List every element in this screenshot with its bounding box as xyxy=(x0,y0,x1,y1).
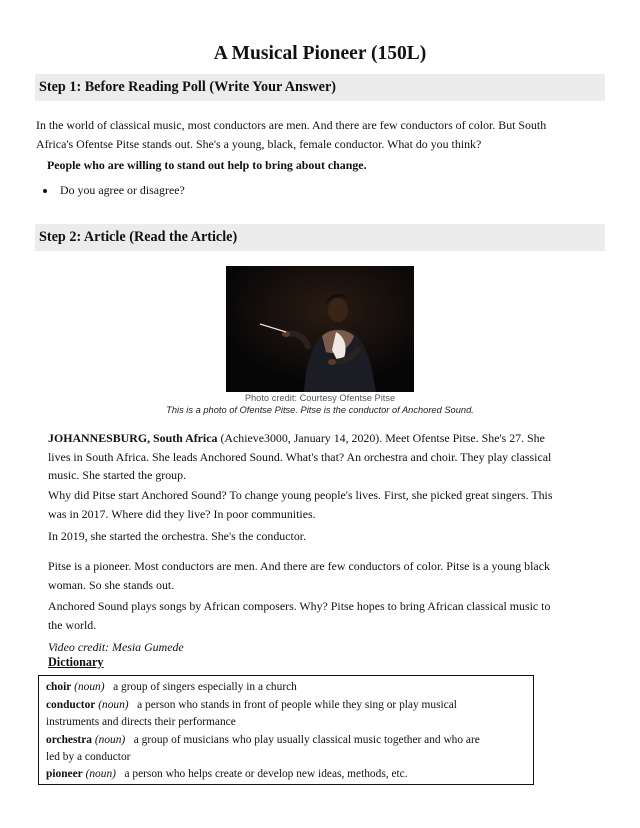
dictionary-entry-orchestra xyxy=(46,732,526,766)
p4-line1: Pitse is a pioneer. Most conductors are men. And there are few conductors of color. Pitse is a young black xyxy=(48,559,550,573)
entry-pos: (noun) xyxy=(74,681,105,693)
entry-word: orchestra xyxy=(46,734,92,746)
bullet-icon xyxy=(43,189,47,193)
p1-line1-rest: (Achieve3000, January 14, 2020). Meet Ofentse Pitse. She's 27. She xyxy=(217,431,545,445)
dictionary-heading: Dictionary xyxy=(48,655,104,669)
step1-heading: Step 1: Before Reading Poll (Write Your Answer) xyxy=(35,74,605,101)
entry-word: choir xyxy=(46,681,72,693)
entry-definition: a group of musicians who play usually classical music together and who are xyxy=(133,734,480,746)
page-title: A Musical Pioneer (150L) xyxy=(213,43,427,64)
dictionary-entry-conductor xyxy=(46,697,526,731)
poll-question: Do you agree or disagree? xyxy=(60,183,185,197)
poll-statement: People who are willing to stand out help to bring about change. xyxy=(47,158,367,172)
article-paragraph-1 xyxy=(48,429,551,485)
entry-word: pioneer xyxy=(46,768,83,780)
entry-pos: (noun) xyxy=(94,734,126,746)
photo-caption: This is a photo of Ofentse Pitse. Pitse is the conductor of Anchored Sound. xyxy=(166,405,474,415)
photo-credit: Photo credit: Courtesy Ofentse Pitse xyxy=(244,393,396,403)
p1-line3: music. She started the group. xyxy=(48,468,187,483)
article-paragraph-4 xyxy=(48,557,550,594)
p1-line2: lives in South Africa. She leads Anchored Sound. What's that? An orchestra and choir. They play classical xyxy=(48,449,552,464)
intro-line-1: In the world of classical music, most conductors are men. And there are few conductors of color. But South xyxy=(36,118,547,132)
entry-definition: a person who helps create or develop new ideas, methods, etc. xyxy=(124,768,408,780)
article-paragraph-3: In 2019, she started the orchestra. She's the conductor. xyxy=(48,529,307,543)
p4-line2: woman. So she stands out. xyxy=(48,577,175,592)
article-paragraph-2 xyxy=(48,486,553,523)
p5-line1: Anchored Sound plays songs by African composers. Why? Pitse hopes to bring African classical music to xyxy=(48,599,551,613)
entry-definition: a person who stands in front of people while they sing or play musical xyxy=(137,699,457,711)
conductor-photo-illustration xyxy=(226,266,414,392)
entry-definition-cont: instruments and directs their performance xyxy=(46,716,236,728)
article-paragraph-5 xyxy=(48,597,550,634)
video-credit: Video credit: Mesia Gumede xyxy=(48,640,184,654)
p5-line2: the world. xyxy=(48,617,97,632)
step1-intro xyxy=(36,116,546,153)
entry-definition-cont: led by a conductor xyxy=(46,751,131,763)
dictionary-entry-choir xyxy=(46,679,526,696)
dictionary-entry-pioneer xyxy=(46,766,526,783)
entry-definition: a group of singers especially in a church xyxy=(113,681,297,693)
article-photo xyxy=(226,266,414,392)
p2-line1: Why did Pitse start Anchored Sound? To change young people's lives. First, she picked great singers. This xyxy=(48,488,553,502)
entry-pos: (noun) xyxy=(85,768,116,780)
p2-line2: was in 2017. Where did they live? In poor communities. xyxy=(48,506,316,521)
entry-pos: (noun) xyxy=(98,699,129,711)
step2-heading: Step 2: Article (Read the Article) xyxy=(35,224,605,251)
entry-word: conductor xyxy=(46,699,96,711)
intro-line-2: Africa's Ofentse Pitse stands out. She's a young, black, female conductor. What do you think? xyxy=(36,136,482,151)
dateline: JOHANNESBURG, South Africa xyxy=(48,431,218,445)
